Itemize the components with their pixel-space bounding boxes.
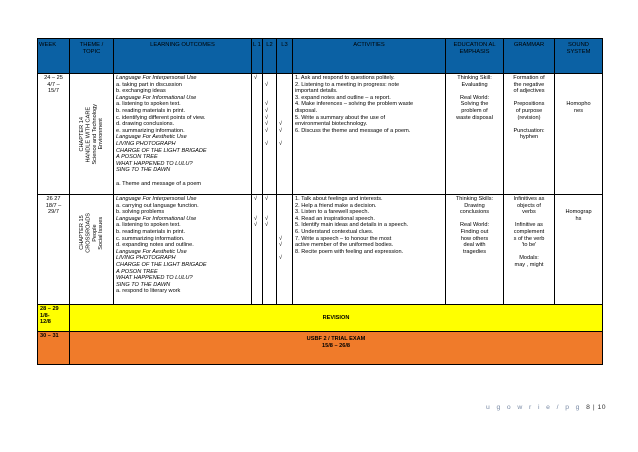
l1-check xyxy=(254,95,260,102)
l2-check xyxy=(265,203,274,210)
l3-check xyxy=(279,101,290,108)
activity-line: 6. Understand contextual clues. xyxy=(295,228,374,235)
l2-check xyxy=(265,229,274,236)
activity-line: 7. Write a speech – to honour the most xyxy=(295,235,392,242)
l2-check: √ xyxy=(265,107,269,114)
sound-line xyxy=(557,203,600,210)
education-line: problem of xyxy=(461,107,488,114)
header-grammar: GRAMMAR xyxy=(504,39,555,74)
grammar-line: complement xyxy=(513,228,545,235)
footer-page-number: 8 | 10 xyxy=(586,404,607,411)
theme-line: CROSSROADS xyxy=(85,213,92,253)
education-line: Drawing xyxy=(464,202,485,209)
week-cell xyxy=(38,74,70,195)
l2-check: √ xyxy=(265,101,269,108)
outcome-line: LIVING PHOTOGRAPH xyxy=(116,140,176,147)
week-cell xyxy=(38,195,70,305)
outcome-line: Language For Informational Use xyxy=(116,94,197,101)
sound-line xyxy=(557,95,600,102)
l1-check: √ xyxy=(254,196,258,202)
l2-check xyxy=(265,236,274,243)
theme-cell xyxy=(70,74,114,195)
outcomes-cell xyxy=(114,195,252,305)
l1-check xyxy=(254,203,260,210)
l3-cell xyxy=(277,74,293,195)
sound-line: nes xyxy=(573,107,584,114)
l1-check: √ xyxy=(254,222,258,229)
education-line: Real World: xyxy=(459,94,490,101)
l1-check xyxy=(254,242,260,249)
l2-cell xyxy=(263,74,277,195)
l3-check xyxy=(279,196,290,203)
outcome-line: c. summarizing information. xyxy=(116,235,185,242)
footer-text: u g o w r i e / p g xyxy=(486,404,582,411)
l3-check xyxy=(279,203,290,210)
l1-cell xyxy=(252,195,263,305)
outcome-line: A POSON TREE xyxy=(116,154,158,161)
l2-check: √ xyxy=(265,140,269,147)
theme-line: CHAPTER 15 xyxy=(78,215,85,251)
outcome-line: b. exchanging ideas xyxy=(116,88,166,95)
education-line: tragedies xyxy=(462,248,486,255)
outcome-line: b. reading materials in print. xyxy=(116,228,186,235)
outcome-line: SING TO THE DAWN xyxy=(116,281,171,288)
week-line: 18/7 – xyxy=(45,202,62,209)
activities-cell xyxy=(293,74,446,195)
activity-line: environmental biotechnology. xyxy=(295,121,368,128)
l1-check xyxy=(254,88,260,95)
l2-check: √ xyxy=(265,127,269,134)
grammar-cell xyxy=(504,74,555,195)
grammar-line: Punctuation: xyxy=(513,127,545,134)
sound-line: Homograp xyxy=(565,209,592,216)
education-line xyxy=(448,216,501,223)
l2-check xyxy=(265,75,274,82)
l3-check: √ xyxy=(279,242,283,249)
activity-line: active member of the uniformed bodies. xyxy=(295,242,394,249)
l1-check: √ xyxy=(254,215,258,222)
outcome-line: a. carrying out language function. xyxy=(116,202,199,209)
grammar-line: Infinitives as xyxy=(513,196,545,202)
revision-week-line: 28 – 29 xyxy=(40,306,59,312)
education-line: how others xyxy=(460,235,489,242)
l2-check xyxy=(265,249,274,256)
header-l3: L3 xyxy=(277,39,293,74)
l3-cell xyxy=(277,195,293,305)
l2-check xyxy=(265,242,274,249)
sound-cell xyxy=(555,195,603,305)
outcome-line: SING TO THE DAWN xyxy=(116,167,171,174)
l3-check xyxy=(279,108,290,115)
l2-check xyxy=(265,134,274,141)
outcome-line: e. summarizing information. xyxy=(116,127,185,134)
theme-line: People xyxy=(91,224,98,242)
activity-line: 6. Discuss the theme and message of a poem. xyxy=(295,127,411,134)
l1-check xyxy=(254,134,260,141)
sound-line: Homopho xyxy=(566,101,591,108)
outcome-line: b. solving problems xyxy=(116,209,165,216)
grammar-line xyxy=(506,216,552,223)
header-outcomes: LEARNING OUTCOMES xyxy=(114,39,252,74)
outcome-line: CHARGE OF THE LIGHT BRIGADE xyxy=(116,261,207,268)
l2-check: √ xyxy=(265,114,269,121)
grammar-line xyxy=(506,121,552,128)
week-line: 15/7 xyxy=(48,88,59,95)
header-education: EDUCATION AL EMPHASIS xyxy=(446,39,504,74)
header-l1: L 1 xyxy=(252,39,263,74)
l3-check: √ xyxy=(279,127,283,134)
outcome-line: a. taking part in discussion xyxy=(116,81,182,88)
theme-vertical-text xyxy=(79,213,105,253)
table-row-week-26 xyxy=(38,195,603,305)
sound-line xyxy=(557,75,600,82)
outcome-line: WHAT HAPPENED TO LULU? xyxy=(116,160,193,167)
activity-line: disposal. xyxy=(295,107,318,114)
theme-line: Social Issues xyxy=(97,216,104,250)
l3-check xyxy=(279,229,290,236)
revision-week-cell xyxy=(38,305,70,332)
activity-line: 5. Write a summary about the use of xyxy=(295,114,386,121)
education-line: waste disposal xyxy=(456,114,493,121)
theme-line: CHAPTER 14 xyxy=(78,116,85,152)
grammar-line: 'to be' xyxy=(521,242,537,249)
outcome-line: c. identifying different points of view. xyxy=(116,114,206,121)
education-line xyxy=(448,88,501,95)
l1-check xyxy=(254,82,260,89)
l1-check xyxy=(254,141,260,148)
education-line: Thinking Skill: xyxy=(457,75,492,81)
theme-vertical-text xyxy=(79,104,105,165)
exam-label xyxy=(70,332,603,365)
l1-check xyxy=(254,108,260,115)
l2-check: √ xyxy=(265,215,269,222)
outcome-line: a. Theme and message of a poem xyxy=(116,180,202,187)
table-row-revision xyxy=(38,305,603,332)
education-line: Real World: xyxy=(459,222,490,229)
sound-line xyxy=(557,82,600,89)
l3-check: √ xyxy=(279,140,283,147)
l2-check: √ xyxy=(265,121,269,128)
education-line: conclusions xyxy=(459,209,490,216)
outcome-line xyxy=(116,174,249,181)
activity-line: 2. Help a friend make a decision. xyxy=(295,202,377,209)
education-line: Evaluating xyxy=(461,81,488,88)
l1-check xyxy=(254,101,260,108)
l3-check xyxy=(279,216,290,223)
l2-check xyxy=(265,88,274,95)
l2-check: √ xyxy=(265,196,269,202)
activity-line: 3. expand notes and outline – a report. xyxy=(295,94,391,101)
header-activities: ACTIVITIES xyxy=(293,39,446,74)
l3-check xyxy=(279,209,290,216)
l3-check xyxy=(279,88,290,95)
l2-check: √ xyxy=(265,222,269,229)
theme-line: HANDLE WITH CARE xyxy=(85,106,92,162)
outcome-line: b. reading materials in print. xyxy=(116,107,186,114)
outcome-line: LIVING PHOTOGRAPH xyxy=(116,255,176,262)
activity-line: 4. Read an inspirational speech. xyxy=(295,215,375,222)
outcome-line: a. respond to literary work xyxy=(116,288,181,295)
theme-cell xyxy=(70,195,114,305)
l2-cell xyxy=(263,195,277,305)
week-line: 4/7 – xyxy=(47,81,60,88)
l2-check xyxy=(265,209,274,216)
l1-check xyxy=(254,236,260,243)
outcomes-cell xyxy=(114,74,252,195)
l3-check: √ xyxy=(279,235,283,242)
grammar-line: Modals: xyxy=(519,255,539,262)
l1-check xyxy=(254,229,260,236)
grammar-line: objects of xyxy=(517,202,541,209)
table-row-week-24 xyxy=(38,74,603,195)
outcome-line: CHARGE OF THE LIGHT BRIGADE xyxy=(116,147,207,154)
l1-cell xyxy=(252,74,263,195)
exam-title: USBF 2 / TRIAL EXAM xyxy=(306,336,366,342)
outcome-line: Language For Informational Use xyxy=(116,215,197,222)
education-line: Thinking Skills: xyxy=(455,196,494,202)
l2-check xyxy=(265,255,274,262)
l1-check xyxy=(254,115,260,122)
activity-line: 1. Ask and respond to questions politely. xyxy=(295,75,395,81)
grammar-line: hyphen xyxy=(519,134,539,141)
week-line: 24 – 25 xyxy=(44,75,63,81)
grammar-line: s of the verb xyxy=(513,235,545,242)
theme-line: Science and Technology xyxy=(91,103,98,165)
outcome-line: Language For Aesthetic Use xyxy=(116,248,187,255)
activity-line: 5. Identify main ideas and details in a speech. xyxy=(295,222,409,229)
grammar-line: of purpose xyxy=(515,107,543,114)
week-line: 26 27 xyxy=(46,196,61,202)
revision-week-line: 1/8- xyxy=(40,312,50,319)
l3-check xyxy=(279,222,290,229)
exam-week-line: 30 – 31 xyxy=(40,333,59,339)
page-footer xyxy=(486,404,606,411)
outcome-line: a. listening to spoken text. xyxy=(116,101,181,108)
sound-line xyxy=(557,88,600,95)
grammar-line xyxy=(506,95,552,102)
l3-check xyxy=(279,95,290,102)
sound-line: hs xyxy=(575,215,582,222)
l3-check xyxy=(279,82,290,89)
grammar-line: Prepositions xyxy=(513,101,545,108)
l1-check xyxy=(254,121,260,128)
outcome-line: Language For Aesthetic Use xyxy=(116,134,187,141)
outcome-line: WHAT HAPPENED TO LULU? xyxy=(116,275,193,282)
grammar-line: verbs xyxy=(522,209,536,216)
exam-dates: 15/8 – 26/8 xyxy=(322,342,350,349)
l3-check xyxy=(279,75,290,82)
activity-line: 1. Talk about feelings and interests. xyxy=(295,196,383,202)
grammar-line: Formation of xyxy=(513,75,545,81)
outcome-line: A POSON TREE xyxy=(116,268,158,275)
l3-check: √ xyxy=(279,121,283,128)
activity-line: important details. xyxy=(295,88,338,95)
sound-line xyxy=(557,196,600,203)
grammar-line: the negative xyxy=(513,81,545,88)
theme-line: Environment xyxy=(97,118,104,150)
exam-week-cell xyxy=(38,332,70,365)
l3-check: √ xyxy=(279,255,283,262)
l1-check: √ xyxy=(254,75,258,81)
l2-check: √ xyxy=(265,81,269,88)
grammar-line xyxy=(506,249,552,256)
education-line: deal with xyxy=(463,242,486,249)
l1-check xyxy=(254,128,260,135)
grammar-line: may , might xyxy=(514,261,544,268)
l1-check xyxy=(254,209,260,216)
l3-check xyxy=(279,134,290,141)
outcome-line: d. drawing conclusions. xyxy=(116,121,175,128)
grammar-line: (revision) xyxy=(517,114,541,121)
activity-line: 2. Listening to a meeting in progress: note xyxy=(295,81,400,88)
outcome-line: d. expanding notes and outline. xyxy=(116,242,194,249)
header-l2: L2 xyxy=(263,39,277,74)
l1-check xyxy=(254,255,260,262)
grammar-line: of adjectives xyxy=(513,88,545,95)
scheme-of-work-table xyxy=(37,38,603,365)
grammar-cell xyxy=(504,195,555,305)
table-row-exam xyxy=(38,332,603,365)
revision-label: REVISION xyxy=(70,305,603,332)
revision-week-line: 12/8 xyxy=(40,319,51,326)
education-cell xyxy=(446,74,504,195)
sound-cell xyxy=(555,74,603,195)
outcome-line: Language For Interpersonal Use xyxy=(116,196,197,202)
activity-line: 4. Make inferences – solving the problem waste xyxy=(295,101,414,108)
education-line: Finding out xyxy=(460,228,489,235)
week-line: 29/7 xyxy=(48,209,59,216)
header-week: WEEK xyxy=(38,39,70,74)
outcome-line: a. listening to spoken text. xyxy=(116,222,181,229)
education-line: Solving the xyxy=(460,101,489,108)
header-sound: SOUND SYSTEM xyxy=(555,39,603,74)
grammar-line: Infinitive as xyxy=(515,222,543,229)
activity-line: 8. Recite poem with feeling and expression. xyxy=(295,248,404,255)
outcome-line: Language For Interpersonal Use xyxy=(116,75,197,81)
l1-check xyxy=(254,249,260,256)
header-theme: THEME / TOPIC xyxy=(70,39,114,74)
education-cell xyxy=(446,195,504,305)
header-row xyxy=(38,39,603,74)
activity-line: 3. Listen to a farewell speech. xyxy=(295,209,370,216)
activities-cell xyxy=(293,195,446,305)
